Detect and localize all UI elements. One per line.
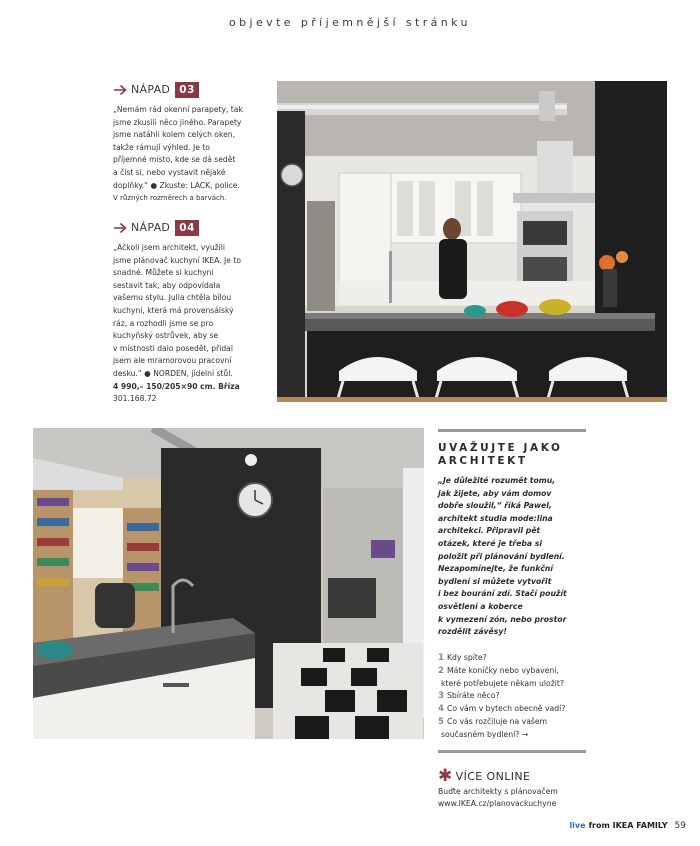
- arrow-right-icon: [113, 84, 127, 96]
- list-item: 5 Co vás rozčiluje na vašem: [438, 716, 548, 727]
- tip-label: NÁPAD: [131, 221, 171, 234]
- online-text: Buďte architekty s plánovačem: [438, 787, 558, 796]
- footer-brand: from IKEA FAMILY: [588, 821, 668, 830]
- list-item: současném bydlení? →: [441, 729, 529, 739]
- tip-04: [113, 219, 263, 406]
- tip-03: [113, 81, 263, 205]
- page-footer: [569, 821, 686, 831]
- sidebar-bottom-rule: [438, 750, 586, 753]
- list-item: 3 Sbíráte něco?: [438, 691, 500, 702]
- tip-number: 03: [175, 82, 199, 98]
- more-online: [438, 766, 588, 811]
- list-item: 4 Co vám v bytech obecně vadí?: [438, 704, 566, 715]
- tip-body: „Ačkoli jsem architekt, využili jsme plánovač kuchyní IKEA. Je to snadné. Můžete si kuchyni sestavit tak, aby odpovídala vašemu stylu. Julia chtěla bílou kuchyni, která má provensálský ráz, a rozhodli jsme se pro kuchyňský ostrůvek, aby se v místnosti dalo posedět, přidal jsem ale mramorovou pracovní desku.“ ● NORDEN, jídelní stůl. 4 990,– 150/205×90 cm. Bříza 301.168.72: [113, 243, 241, 404]
- online-heading: VÍCE ONLINE: [455, 770, 531, 783]
- architect-quote: „Je důležité rozumět tomu, jak žijete, aby vám domov dobře sloužil,“ říká Pawel, architekt studia mode:lina architekci. Připravil pět otázek, které je třeba si položit při plánování bydlení. Nezapomínejte, že funkční bydlení si můžete vytvořit i bez bourání zdí. Stačí použít osvětlení a koberce k vymezení zón, nebo prostor rozdělit závěsy!: [438, 476, 567, 637]
- page-header: objevte příjemnější stránku: [229, 16, 471, 29]
- online-link[interactable]: www.IKEA.cz/planovackuchyne: [438, 799, 557, 809]
- asterisk-icon: ✱: [438, 766, 453, 786]
- footer-live: live: [569, 821, 586, 830]
- page-number: 59: [674, 821, 686, 831]
- list-item: 2 Máte koníčky nebo vybavení,: [438, 665, 559, 676]
- kitchen-island-photo: [277, 81, 667, 402]
- tip-number: 04: [175, 220, 199, 236]
- kitchen-hallway-photo: [33, 428, 424, 739]
- tip-label: NÁPAD: [131, 83, 171, 96]
- list-item: které potřebujete někam uložit?: [441, 678, 565, 688]
- sidebar-top-rule: [438, 429, 586, 432]
- tip-body: „Nemám rád okenní parapety, tak jsme zkusili něco jiného. Parapety jsme natáhli kolem celých oken, takže rámují výhled. Je to příjemné místo, kde se dá sedět a číst si, nebo vystavit nějaké doplňky.“ ● Zkuste: LACK, police. V různých rozměrech a barvách.: [113, 105, 243, 203]
- sidebar-title: UVAŽUJTE JAKO ARCHITEKT: [438, 442, 563, 467]
- arrow-right-icon: [113, 222, 127, 234]
- question-list: [438, 652, 588, 742]
- list-item: 1 Kdy spíte?: [438, 653, 487, 663]
